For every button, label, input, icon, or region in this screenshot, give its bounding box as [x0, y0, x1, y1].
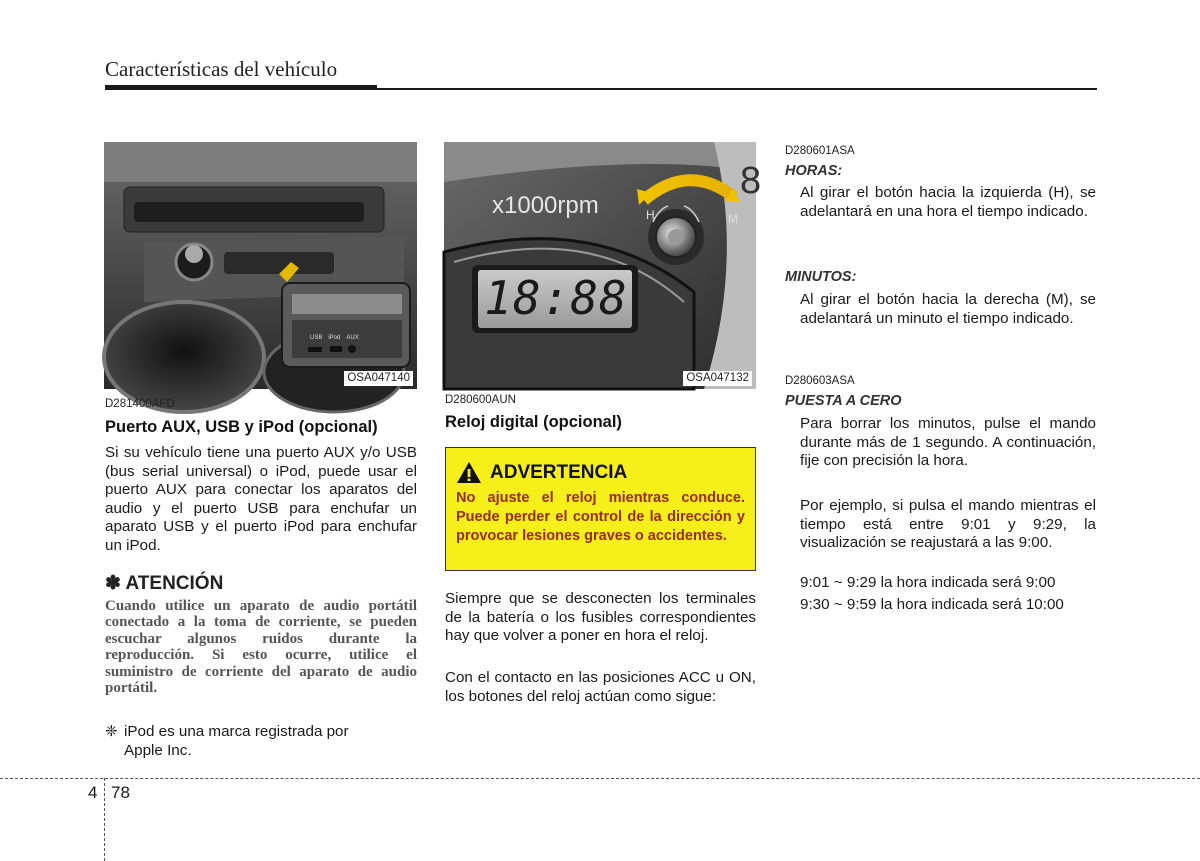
note-line-2: Apple Inc.: [124, 742, 192, 759]
example-line-1: 9:01 ~ 9:29 la hora indicada será 9:00: [800, 574, 1056, 591]
section-heading: Puerto AUX, USB y iPod (opcional): [105, 418, 378, 436]
footer-rule: [0, 778, 1200, 779]
hours-title: HORAS:: [785, 163, 843, 179]
section-body: Si su vehículo tiene una puerto AUX y/o USB (bus serial universal) o iPod, puede usar el puerto AUX para conectar los aparatos del audio y el puerto USB para enchufar un aparato USB y el puerto iPod para enchufar un iPod.: [105, 444, 417, 554]
rpm-label: x1000rpm: [492, 192, 599, 219]
reset-text: Para borrar los minutos, pulse el mando durante más de 1 segundo. A continuación, fije con precisión la hora.: [800, 415, 1096, 469]
knob-label-h: H: [646, 208, 655, 222]
warning-box: [445, 447, 756, 571]
section-code-2: D280603ASA: [785, 375, 855, 387]
console-illustration: [104, 142, 417, 389]
example-text: Por ejemplo, si pulsa el mando mientras el tiempo está entre 9:01 y 9:29, la visualización se reajustará a las 9:00.: [800, 497, 1096, 551]
note-line-1: iPod es una marca registrada por: [124, 723, 349, 740]
warning-title: ADVERTENCIA: [490, 461, 628, 483]
page-header-title: Características del vehículo: [105, 57, 338, 81]
trademark-note: [105, 722, 417, 760]
section-body-2: Con el contacto en las posiciones ACC u ON, los botones del reloj actúan como sigue:: [445, 669, 756, 705]
page-number: 78: [111, 783, 130, 802]
section-code: D280600AUN: [445, 394, 516, 406]
section-code: D280601ASA: [785, 145, 855, 157]
aux-usb-ipod-photo: [104, 142, 417, 389]
clock-lcd-display: 18:88: [484, 271, 628, 325]
attention-title: ✽ ATENCIÓN: [105, 573, 224, 594]
knob-label-m: M: [728, 212, 738, 226]
photo-code: OSA047132: [683, 371, 752, 386]
header-rule: [105, 85, 377, 90]
usb-port-label: USB: [310, 335, 323, 341]
section-heading: Reloj digital (opcional): [445, 413, 622, 431]
attention-body: Cuando utilice un aparato de audio portátil conectado a la toma de corriente, se pueden escuchar algunos ruidos durante la reproducción. Si esto ocurre, utilice el suministro de corriente del aparato de audio portátil.: [105, 598, 417, 697]
minutes-title: MINUTOS:: [785, 269, 857, 285]
warning-text: No ajuste el reloj mientras conduce. Puede perder el control de la dirección y provocar lesiones graves o accidentes.: [456, 490, 745, 544]
hours-text: Al girar el botón hacia la izquierda (H), se adelantará en una hora el tiempo indicado.: [800, 184, 1096, 220]
header-rule-thin: [377, 88, 1097, 90]
footer-rule-vertical: [104, 778, 105, 861]
example-line-2: 9:30 ~ 9:59 la hora indicada será 10:00: [800, 596, 1064, 613]
instrument-cluster-illustration: [444, 142, 756, 389]
photo-code: OSA047140: [344, 371, 413, 386]
section-body: Siempre que se desconecten los terminales de la batería o los fusibles correspondientes hay que volver a poner en hora el reloj.: [445, 590, 756, 644]
note-symbol: ❈: [105, 723, 118, 740]
ipod-port-label: iPod: [328, 335, 341, 341]
warning-triangle-icon: [456, 461, 482, 484]
aux-port-label: AUX: [346, 335, 359, 341]
minutes-text: Al girar el botón hacia la derecha (M), se adelantará un minuto el tiempo indicado.: [800, 291, 1096, 327]
reset-title: PUESTA A CERO: [785, 393, 902, 409]
chapter-number: 4: [88, 783, 98, 802]
digital-clock-photo: [444, 142, 762, 389]
section-code: D281400AFD: [105, 398, 175, 410]
tachometer-digit: 8: [740, 160, 762, 202]
